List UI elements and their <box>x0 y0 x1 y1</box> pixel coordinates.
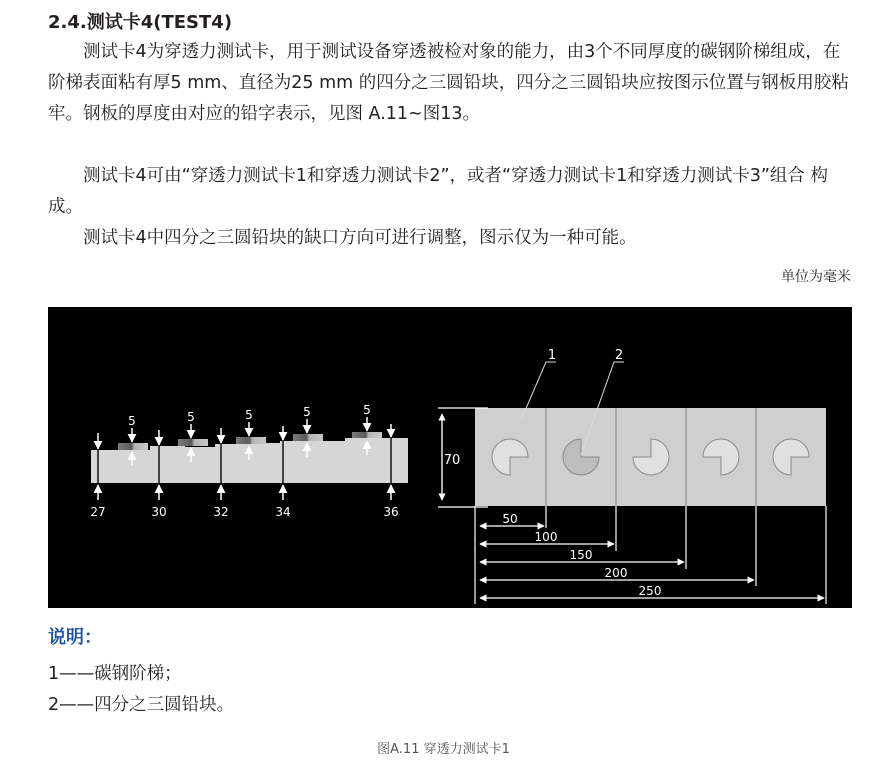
step-thickness-label: 34 <box>275 505 291 519</box>
figure-penetration-test-card <box>48 307 852 608</box>
step-thickness-label: 27 <box>90 505 106 519</box>
callout-1: 1 <box>547 348 557 363</box>
width-label-150: 150 <box>569 548 593 562</box>
lead-block-1 <box>118 443 148 450</box>
lead-thickness-label: 5 <box>187 410 195 424</box>
lead-block-3 <box>236 437 266 444</box>
step-thickness-label: 32 <box>213 505 229 519</box>
width-label-250: 250 <box>638 584 662 598</box>
lead-block-2 <box>178 439 208 446</box>
section-heading: 2.4.测试卡4(TEST4) <box>48 12 233 33</box>
width-label-100: 100 <box>534 530 558 544</box>
height-label: 70 <box>443 453 461 468</box>
legend-item-steel-step: 1——碳钢阶梯； <box>48 664 182 684</box>
legend-title: 说明： <box>48 627 102 648</box>
lead-thickness-label: 5 <box>303 405 311 419</box>
lead-thickness-label: 5 <box>128 414 136 428</box>
lead-block-5 <box>352 432 382 438</box>
step-thickness-label: 36 <box>383 505 399 519</box>
paragraph-description: 测试卡4为穿透力测试卡，用于测试设备穿透被检对象的能力，由3个不同厚度的碳钢阶梯组成，在阶梯表面粘有厚5 mm、直径为25 mm 的四分之三圆铅块，四分之三圆铅块应按图示位置与钢板用胶粘牢。钢板的厚度由对应的铅字表示，见图 A.11~图13。 <box>48 42 849 124</box>
figure-caption: 图A.11 穿透力测试卡1 <box>377 742 510 757</box>
lead-block-4 <box>293 434 323 441</box>
callout-2: 2 <box>614 348 624 363</box>
paragraph-composition: 测试卡4可由“穿透力测试卡1和穿透力测试卡2”，或者“穿透力测试卡1和穿透力测试卡3”组合 构成。 <box>48 166 828 217</box>
lead-thickness-label: 5 <box>245 408 253 422</box>
step-thickness-label: 30 <box>151 505 167 519</box>
legend-item-lead-disc: 2——四分之三圆铅块。 <box>48 695 235 715</box>
paragraph-orientation-note: 测试卡4中四分之三圆铅块的缺口方向可进行调整，图示仅为一种可能。 <box>83 228 637 248</box>
width-label-50: 50 <box>502 512 518 526</box>
unit-note: 单位为毫米 <box>781 269 851 285</box>
width-label-200: 200 <box>604 566 628 580</box>
lead-thickness-label: 5 <box>363 403 371 417</box>
profile-view <box>90 403 408 519</box>
top-view <box>438 348 826 604</box>
